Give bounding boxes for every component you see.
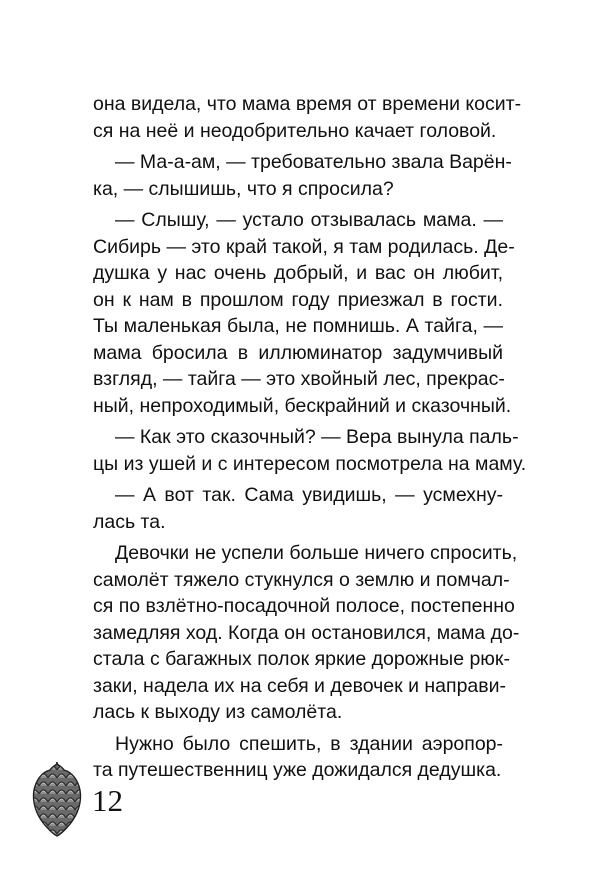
text-line: Ты маленькая была, не помнишь. А тайга, — [93,315,503,337]
text-line: душка у нас очень добрый, и вас он любит, [93,262,503,284]
text-line: Сибирь — это край такой, я там родилась. Де- [93,235,515,258]
text-line: она видела, что мама время от времени косит- [93,93,522,115]
paragraph [93,91,522,144]
text-line: он к нам в прошлом году приезжал в гости. [93,288,503,311]
paragraph [93,540,520,726]
paragraph [93,731,503,784]
text-line: цы из ушей и с интересом посмотрела на маму. [93,452,527,475]
text-line: Девочки не успели больше ничего спросить, [115,542,518,564]
body-text [93,91,527,789]
text-line: — Ма-а-ам, — требовательно звала Варён- [115,151,512,173]
text-line: ный, непроходимый, бескрайний и сказочный. [93,394,512,417]
text-line: — А вот так. Сама увидишь, — усмехну- [115,484,503,506]
paragraph [93,207,515,419]
text-line: замедляя ход. Когда он остановился, мама до- [93,621,520,644]
text-line: стала с багажных полок яркие дорожные рюк- [93,648,510,670]
text-line: мама бросила в иллюминатор задумчивый [93,341,503,364]
text-line: — Слышу, — устало отзывалась мама. — [115,209,503,231]
text-line: Нужно было спешить, в здании аэропор- [115,732,503,755]
text-line: заки, надела их на себя и девочек и направи- [93,674,507,697]
paragraph [93,149,512,202]
text-line: ка, — слышишь, что я спросила? [93,177,394,200]
text-line: ся по взлётно-посадочной полосе, постепенно [93,595,515,617]
text-line: ся на неё и неодобрительно качает головой. [93,119,497,142]
paragraph [93,424,527,477]
page-number: 12 [92,783,123,818]
text-line: лась к выходу из самолёта. [93,701,343,723]
text-line: — Как это сказочный? — Вера вынула паль- [115,426,519,448]
text-line: самолёт тяжело стукнулся о землю и помчал- [93,568,510,591]
paragraph [93,482,503,535]
text-line: та путешественниц уже дожидался дедушка. [93,759,502,781]
text-line: взгляд, — тайга — это хвойный лес, прекрас- [93,368,505,390]
pine-cone-icon [30,762,84,838]
text-line: лась та. [93,510,166,533]
